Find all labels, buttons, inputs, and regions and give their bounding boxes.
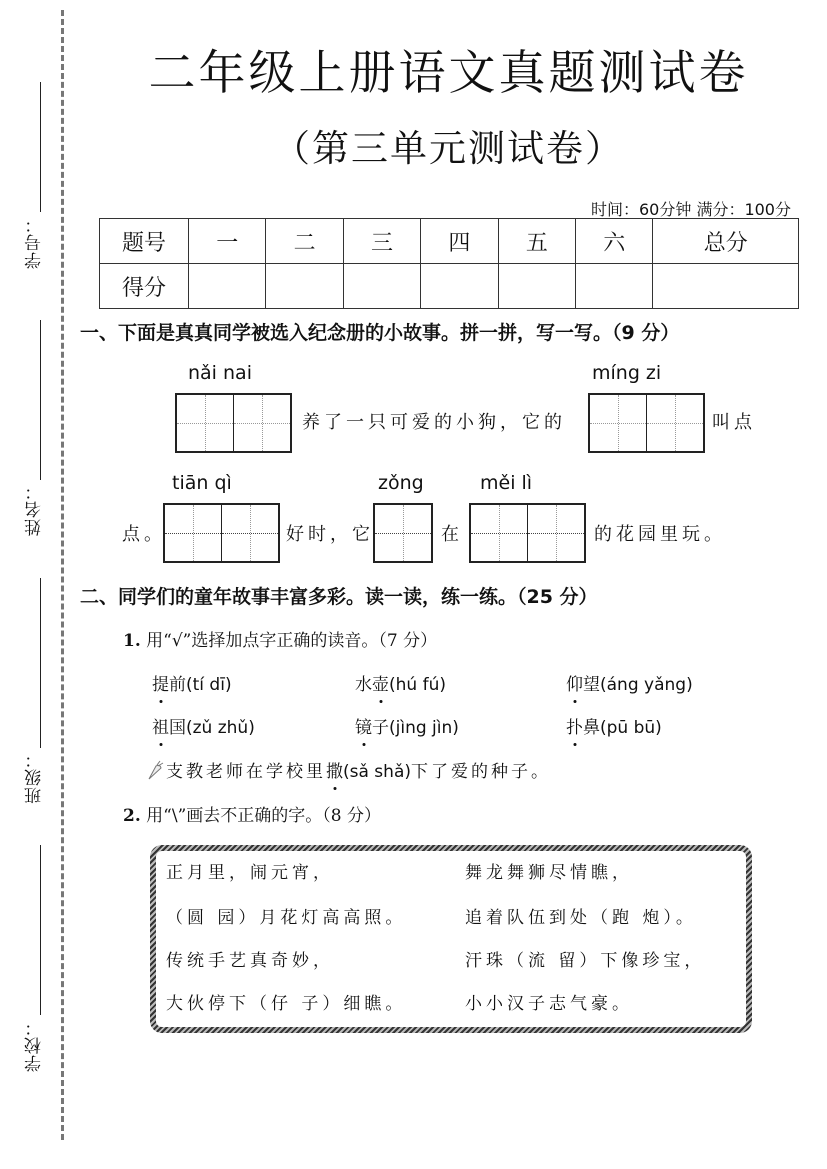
item-char: 前 [169, 675, 186, 695]
reading-item [566, 670, 693, 695]
score-cell[interactable] [653, 264, 799, 309]
writing-grid-tianqi[interactable] [163, 503, 280, 563]
score-header: 一 [189, 219, 266, 264]
pinyin-meili: měi lì [480, 472, 533, 494]
writing-cell[interactable] [233, 395, 290, 451]
section-1-heading: 一、下面是真真同学被选入纪念册的小故事。拼一拼，写一写。（9 分） [80, 322, 680, 344]
pinyin-options[interactable]: (hú fú) [389, 675, 446, 695]
exam-meta: 时间：60分钟 满分：100分 [591, 200, 791, 219]
score-cell[interactable] [576, 264, 653, 309]
score-header: 六 [576, 219, 653, 264]
pinyin-options[interactable]: (zǔ zhǔ) [186, 718, 255, 738]
writing-cell[interactable] [471, 505, 527, 561]
question-1-number: 1. [123, 631, 141, 651]
story-text-6: 的花园里玩。 [594, 524, 726, 545]
writing-grid-mingzi[interactable] [588, 393, 705, 453]
dotted-char: 祖 [152, 713, 169, 738]
poem-line: 小小汉子志气豪。 [465, 994, 633, 1014]
pinyin-options[interactable]: (tí dī) [186, 675, 232, 695]
writing-grid-meili[interactable] [469, 503, 586, 563]
score-row-label: 得分 [100, 264, 189, 309]
dotted-char: 仰 [566, 670, 583, 695]
item-char: 鼻 [583, 718, 600, 738]
class-line[interactable] [40, 578, 41, 748]
writing-grid-zong[interactable] [373, 503, 433, 563]
dotted-char: 扑 [566, 713, 583, 738]
school-label: 学校： [25, 1018, 45, 1072]
writing-cell[interactable] [527, 505, 584, 561]
score-header: 五 [498, 219, 575, 264]
sentence-pre: 支教老师在学校里 [166, 762, 326, 782]
score-cell[interactable] [189, 264, 266, 309]
binding-dashed-line [61, 10, 64, 1140]
poem-line: 舞龙舞狮尽情瞧， [465, 863, 633, 883]
item-char: 水 [355, 675, 372, 695]
question-1-prompt: 用“√”选择加点字正确的读音。（7 分） [146, 631, 438, 651]
score-cell[interactable] [266, 264, 343, 309]
poem-line[interactable]: 汗珠（流 留）下像珍宝， [465, 951, 706, 971]
class-label: 班级： [25, 750, 45, 804]
pinyin-options[interactable]: (pū bū) [600, 718, 662, 738]
page-title: 二年级上册语文真题测试卷 [148, 46, 749, 101]
story-text-5: 在 [441, 524, 463, 545]
score-table-header-row [100, 219, 799, 264]
pinyin-mingzi: míng zi [592, 362, 662, 384]
poem-line[interactable]: 追着队伍到处（跑 炮）。 [465, 908, 697, 928]
dotted-char: 撒 [326, 757, 343, 782]
poem-line[interactable]: 大伙停下（仔 子）细瞧。 [166, 994, 407, 1014]
poem-line[interactable]: （圆 园）月花灯高高照。 [166, 908, 407, 928]
question-2 [123, 801, 381, 826]
item-char: 望 [583, 675, 600, 695]
section-2-heading: 二、同学们的童年故事丰富多彩。读一读，练一练。（25 分） [80, 586, 598, 608]
question-1 [123, 626, 437, 651]
poem-line: 正月里，闹元宵， [166, 863, 334, 883]
score-table-score-row [100, 264, 799, 309]
pinyin-zong: zǒng [378, 472, 424, 494]
reading-item [355, 670, 446, 695]
reading-item [566, 713, 662, 738]
question-2-prompt: 用“\”画去不正确的字。（8 分） [146, 806, 381, 826]
dotted-char: 壶 [372, 670, 389, 695]
reading-item [152, 670, 232, 695]
story-text-2: 叫点 [712, 412, 756, 433]
pinyin-options[interactable]: (áng yǎng) [600, 675, 693, 695]
dotted-char: 镜 [355, 713, 372, 738]
score-cell[interactable] [421, 264, 498, 309]
score-cell[interactable] [343, 264, 420, 309]
story-text-1: 养了一只可爱的小狗，它的 [302, 412, 566, 433]
writing-cell[interactable] [221, 505, 278, 561]
name-line[interactable] [40, 320, 41, 480]
question-2-number: 2. [123, 806, 141, 826]
poem-line: 传统手艺真奇妙， [166, 951, 334, 971]
item-char: 国 [169, 718, 186, 738]
score-header: 三 [343, 219, 420, 264]
reading-sentence [146, 757, 551, 785]
dotted-char: 提 [152, 670, 169, 695]
score-header: 二 [266, 219, 343, 264]
score-table [99, 218, 799, 309]
pinyin-tianqi: tiān qì [172, 472, 232, 494]
name-label: 姓名： [25, 482, 45, 536]
pinyin-options[interactable]: (sǎ shǎ) [343, 762, 411, 782]
item-char: 子 [372, 718, 389, 738]
story-text-4: 好时，它 [286, 524, 374, 545]
writing-grid-nainai[interactable] [175, 393, 292, 453]
pinyin-nainai: nǎi nai [188, 362, 252, 384]
writing-cell[interactable] [177, 395, 233, 451]
story-text-3: 点。 [122, 524, 166, 545]
writing-cell[interactable] [646, 395, 703, 451]
writing-cell[interactable] [590, 395, 646, 451]
reading-item [152, 713, 255, 738]
score-cell[interactable] [498, 264, 575, 309]
carrot-icon [146, 760, 164, 785]
writing-cell[interactable] [375, 505, 431, 561]
score-header: 总分 [653, 219, 799, 264]
school-line[interactable] [40, 845, 41, 1015]
writing-cell[interactable] [165, 505, 221, 561]
student-id-label: 学号： [25, 215, 45, 269]
pinyin-options[interactable]: (jìng jìn) [389, 718, 459, 738]
sentence-post: 下了爱的种子。 [411, 762, 551, 782]
reading-item [355, 713, 459, 738]
score-header: 四 [421, 219, 498, 264]
page-subtitle: （第三单元测试卷） [273, 127, 624, 170]
score-header: 题号 [100, 219, 189, 264]
